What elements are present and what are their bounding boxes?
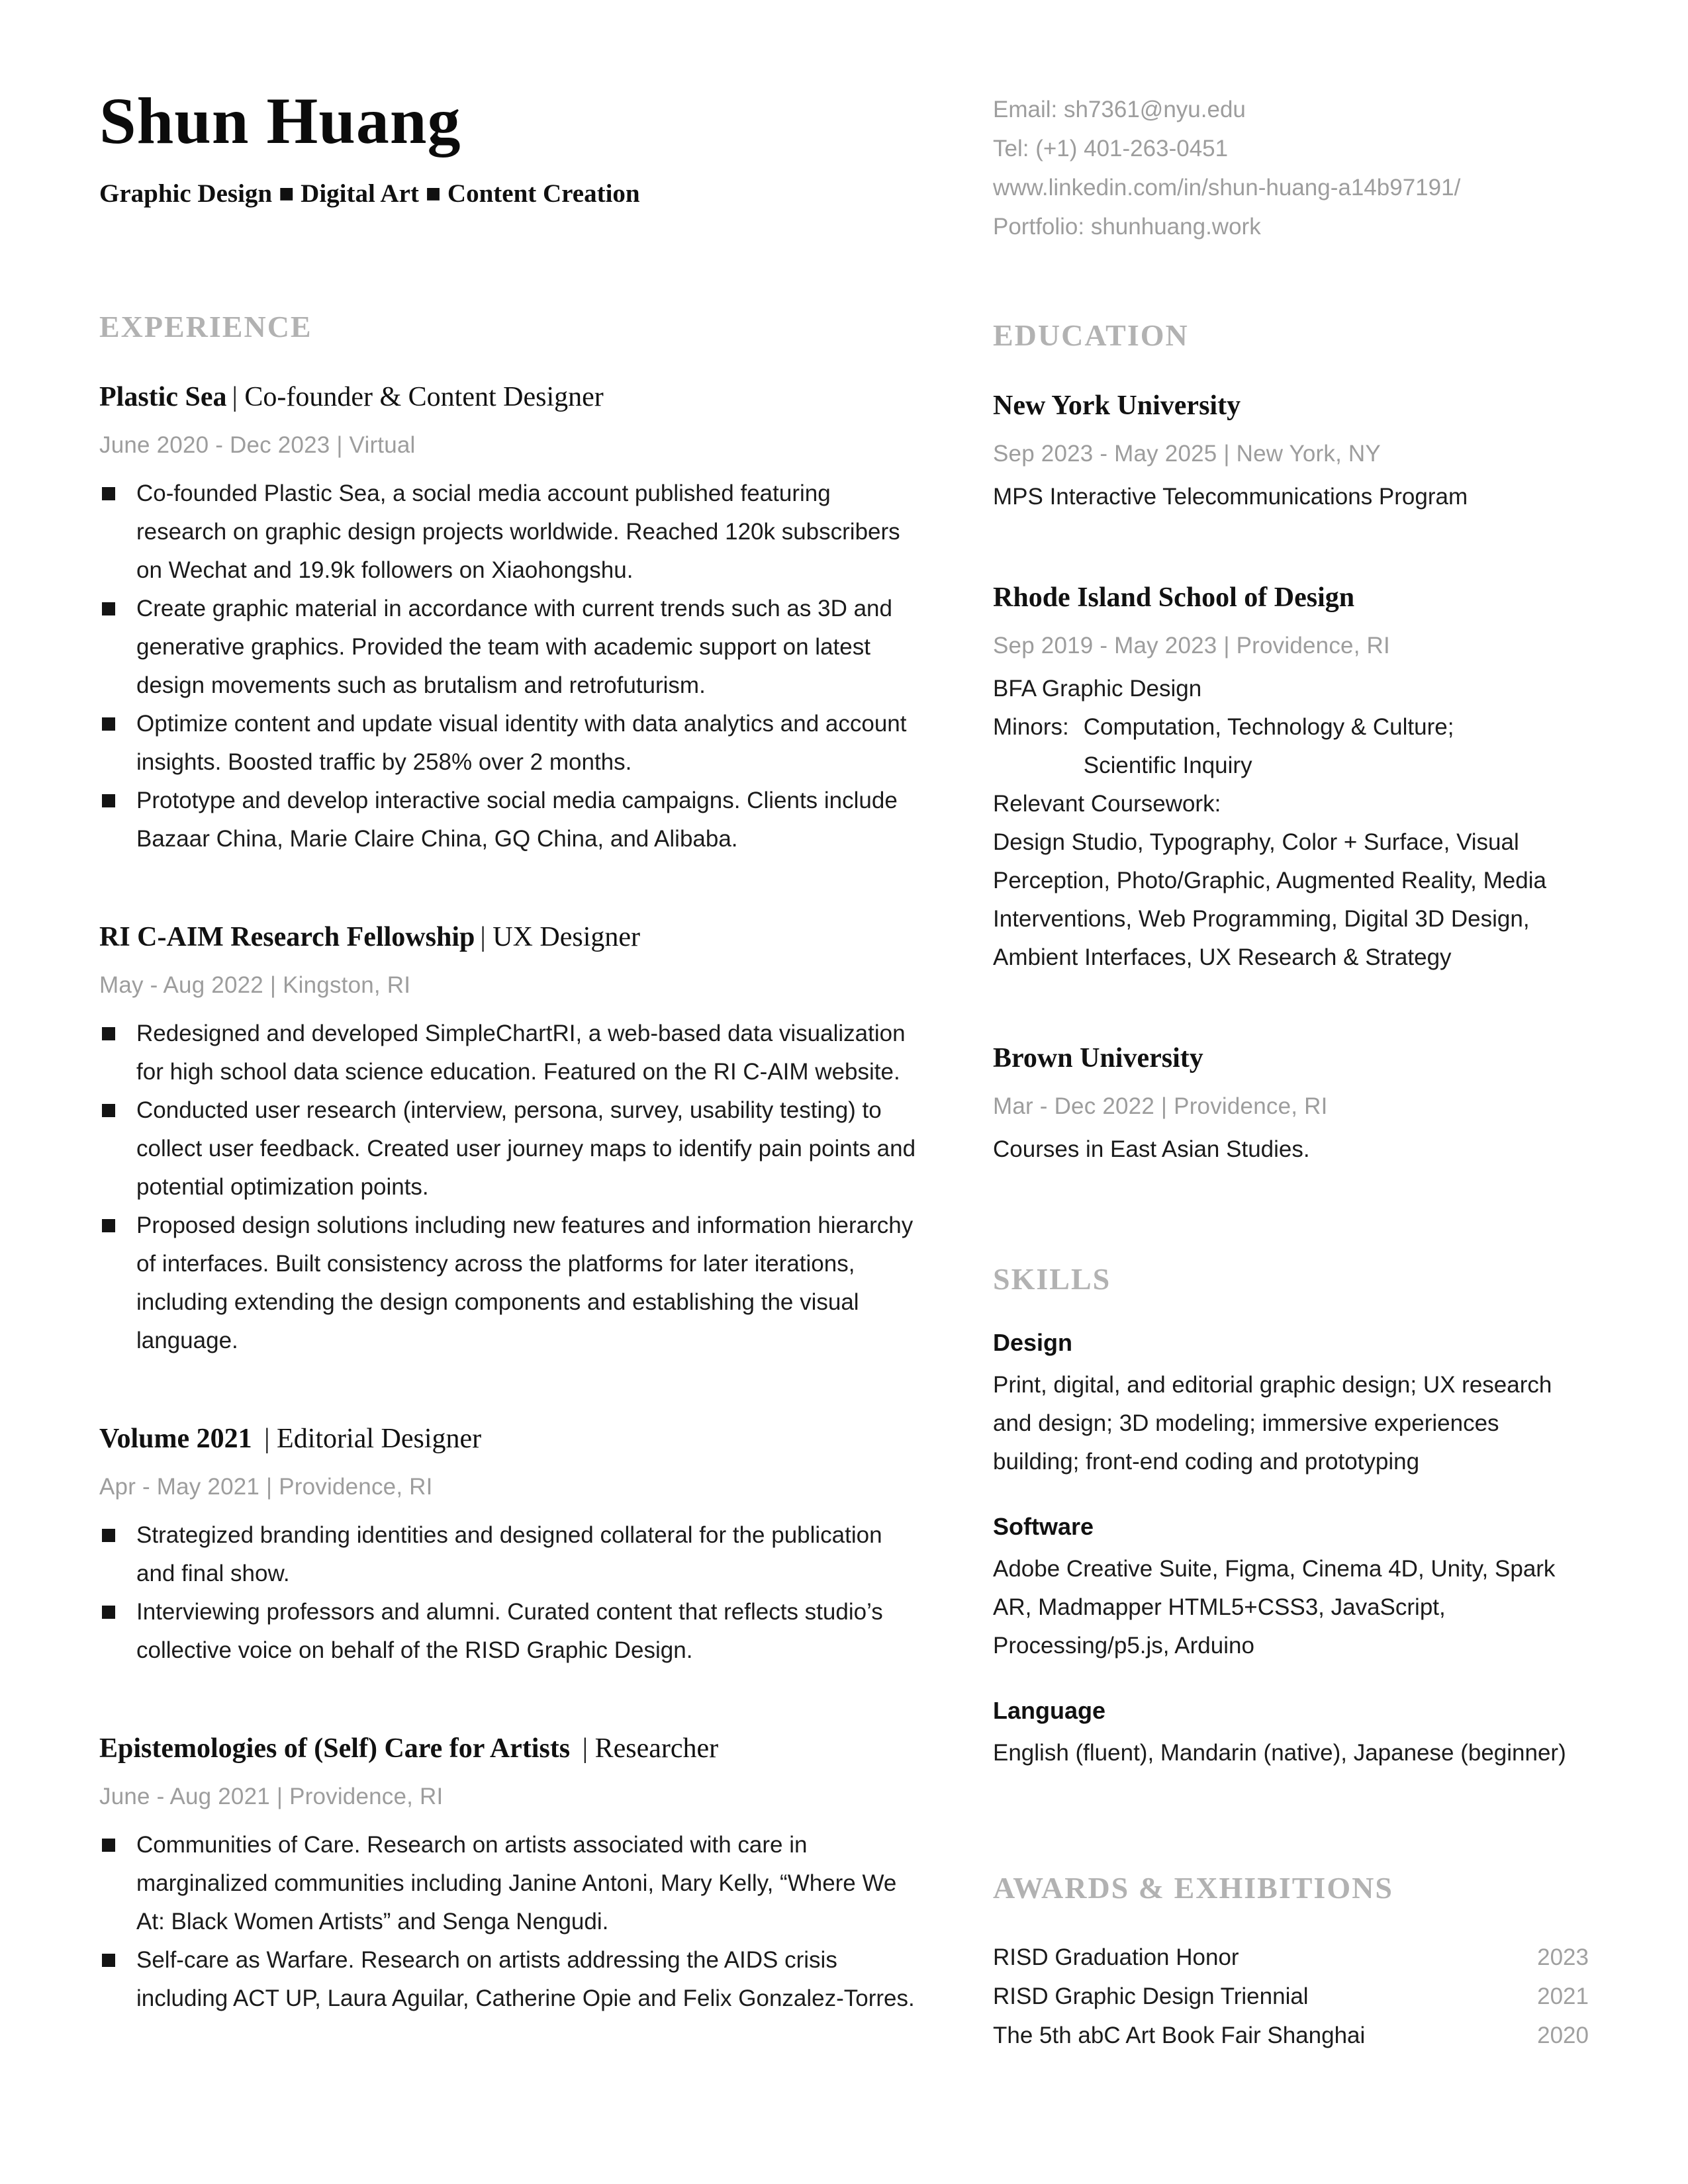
right-column [993,85,1589,2055]
award-title: RISD Graphic Design Triennial [993,1983,1309,2009]
contact-phone: Tel: (+1) 401-263-0451 [993,136,1229,161]
award-row [993,1938,1589,1977]
coursework-list: Design Studio, Typography, Color + Surface, Visual Perception, Photo/Graphic, Augmented Reality, Media Interventions, Web Programming, Digital 3D Design, Ambient Interfaces, UX Research & Strategy [993,829,1546,970]
skill-group-label: Language [993,1697,1106,1724]
job-role: | Editorial Designer [257,1423,482,1454]
job-title [99,919,920,956]
skill-group-text: English (fluent), Mandarin (native), Japanese (beginner) [993,1740,1566,1766]
bullet-item [99,1826,920,1941]
left-column [99,85,920,2055]
school-name: New York University [993,390,1241,421]
bullet-square-icon [102,1529,115,1542]
bullet-square-icon [102,1954,115,1967]
awards-section [993,1870,1589,2055]
education-entry [993,580,1589,977]
company-name: Plastic Sea [99,381,227,412]
contact-email: Email: sh7361@nyu.edu [993,97,1246,122]
bullet-item [99,1516,920,1593]
experience-entry [99,919,920,1360]
skill-group-label: Design [993,1329,1073,1356]
bullet-square-icon [102,794,115,807]
minors-row [993,708,1589,785]
job-role: | Researcher [575,1733,719,1764]
job-bullets [99,1516,920,1670]
bullet-text: Prototype and develop interactive social media campaigns. Clients include Bazaar China, Marie Claire China, GQ China, and Alibaba. [136,787,898,852]
tagline: Graphic Design ■ Digital Art ■ Content Creation [99,179,640,208]
contact-block [993,85,1589,246]
bullet-text: Self-care as Warfare. Research on artists addressing the AIDS crisis including ACT UP, Laura Aguilar, Catherine Opie and Felix Gonzalez-Torres. [136,1946,915,2011]
skill-group-text: Print, digital, and editorial graphic design; UX research and design; 3D modeling; immersive experiences building; front-end coding and prototyping [993,1372,1552,1475]
job-meta: June - Aug 2021 | Providence, RI [99,1783,444,1809]
bullet-square-icon [102,1839,115,1852]
skill-group [993,1326,1589,1481]
coursework-label: Relevant Coursework: [993,791,1221,817]
job-role: | Co-founder & Content Designer [232,381,604,412]
experience-entry [99,1421,920,1670]
experience-entry [99,379,920,858]
bullet-square-icon [102,1219,115,1232]
job-role: | UX Designer [480,921,641,952]
bullet-item [99,705,920,782]
bullet-text: Strategized branding identities and designed collateral for the publication and final show. [136,1522,882,1586]
minors-value: Computation, Technology & Culture; Scientific Inquiry [1083,714,1454,778]
education-entry [993,388,1589,516]
school-meta: Sep 2019 - May 2023 | Providence, RI [993,633,1390,659]
bullet-square-icon [102,717,115,731]
skill-group-text: Adobe Creative Suite, Figma, Cinema 4D, Unity, Spark AR, Madmapper HTML5+CSS3, JavaScript, Processing/p5.js, Arduino [993,1556,1556,1659]
contact-linkedin: www.linkedin.com/in/shun-huang-a14b97191/ [993,175,1461,201]
bullet-text: Optimize content and update visual identity with data analytics and account insights. Boosted traffic by 258% over 2 months. [136,710,907,775]
bullet-text: Redesigned and developed SimpleChartRI, a web-based data visualization for high school data science education. Featured on the RI C-AIM website. [136,1020,906,1085]
company-name: RI C-AIM Research Fellowship [99,921,475,952]
section-heading-awards: AWARDS & EXHIBITIONS [993,1871,1393,1905]
job-meta: Apr - May 2021 | Providence, RI [99,1473,433,1500]
minors-label: Minors: [993,714,1069,740]
job-title [99,1421,920,1457]
bullet-item [99,1091,920,1206]
bullet-text: Co-founded Plastic Sea, a social media account published featuring research on graphic design projects worldwide. Reached 120k subscribers on Wechat and 19.9k followers on Xiaohongshu. [136,480,900,583]
job-meta: May - Aug 2022 | Kingston, RI [99,972,411,998]
section-heading-education: EDUCATION [993,318,1189,352]
awards-list [993,1938,1589,2055]
contact-portfolio: Portfolio: shunhuang.work [993,214,1261,240]
award-row [993,2016,1589,2055]
bullet-item [99,1206,920,1360]
degree-line: MPS Interactive Telecommunications Program [993,484,1468,510]
job-bullets [99,1826,920,2018]
company-name: Volume 2021 [99,1423,252,1454]
award-year: 2023 [1537,1944,1589,1970]
bullet-text: Create graphic material in accordance with current trends such as 3D and generative graphics. Provided the team with academic support on latest design movements such as brutalism and retrofuturism. [136,595,892,698]
job-title [99,379,920,416]
section-heading-experience: EXPERIENCE [99,309,312,343]
bullet-square-icon [102,1606,115,1619]
school-meta: Sep 2023 - May 2025 | New York, NY [993,441,1381,467]
school-name: Rhode Island School of Design [993,582,1355,613]
bullet-square-icon [102,1027,115,1040]
bullet-item [99,1593,920,1670]
skill-group [993,1694,1589,1772]
skill-group [993,1510,1589,1665]
award-title: RISD Graduation Honor [993,1944,1239,1970]
bullet-square-icon [102,487,115,500]
skill-group-label: Software [993,1513,1094,1540]
bullet-text: Interviewing professors and alumni. Curated content that reflects studio’s collective voice on behalf of the RISD Graphic Design. [136,1598,883,1663]
person-name: Shun Huang [99,84,461,158]
job-meta: June 2020 - Dec 2023 | Virtual [99,432,416,458]
bullet-text: Conducted user research (interview, persona, survey, usability testing) to collect user feedback. Created user journey maps to identify pain points and potential optimization points. [136,1097,916,1200]
education-entry [993,1040,1589,1169]
job-bullets [99,475,920,858]
bullet-square-icon [102,602,115,615]
resume-header [99,85,920,211]
experience-section [99,309,920,2018]
company-name: Epistemologies of (Self) Care for Artists [99,1733,571,1764]
school-meta: Mar - Dec 2022 | Providence, RI [993,1093,1328,1119]
award-year: 2020 [1537,2023,1589,2048]
experience-entry [99,1731,920,2018]
award-year: 2021 [1537,1983,1589,2009]
award-title: The 5th abC Art Book Fair Shanghai [993,2023,1366,2048]
school-name: Brown University [993,1043,1203,1073]
job-bullets [99,1015,920,1360]
bullet-item [99,782,920,858]
degree-line: BFA Graphic Design [993,676,1202,702]
award-row [993,1977,1589,2016]
bullet-text: Proposed design solutions including new features and information hierarchy of interfaces. Built consistency across the platforms for later iterations, including extending the design components and establishing the visual language. [136,1212,914,1353]
bullet-square-icon [102,1104,115,1117]
education-section [993,318,1589,1169]
skills-section [993,1261,1589,1772]
bullet-item [99,1941,920,2018]
bullet-item [99,475,920,590]
section-heading-skills: SKILLS [993,1262,1111,1296]
degree-line: Courses in East Asian Studies. [993,1136,1310,1162]
bullet-item [99,590,920,705]
bullet-item [99,1015,920,1091]
bullet-text: Communities of Care. Research on artists associated with care in marginalized communities including Janine Antoni, Mary Kelly, “Where We At: Black Women Artists” and Senga Nengudi. [136,1831,897,1934]
job-title [99,1731,920,1767]
